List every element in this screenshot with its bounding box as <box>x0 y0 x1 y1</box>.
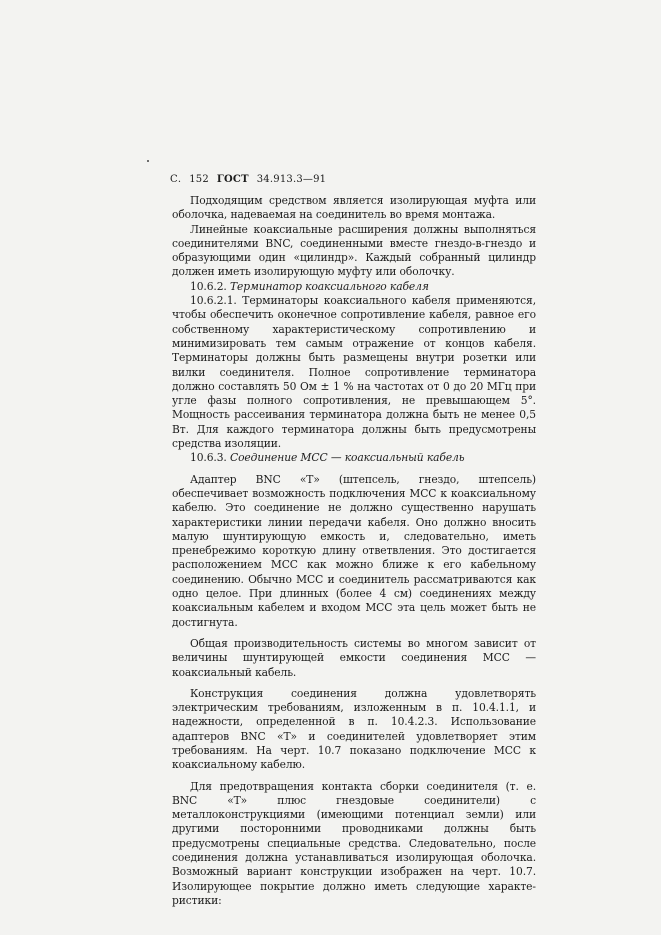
paragraph-sleeve: Подходящим средством является изолирующая муфта или оболочка, надеваемая на соединитель во время монтажа. <box>172 194 536 222</box>
page-number: 152 <box>189 174 209 185</box>
section-title: Соединение МСС — коаксиальный кабель <box>230 451 465 465</box>
page-header <box>170 174 334 185</box>
paragraph-performance: Общая производительность системы во многом зависит от величины шунтирующей емкости соединения МСС — коаксиальный кабель. <box>172 636 536 679</box>
standard-number: 34.913.3—91 <box>256 174 327 185</box>
section-number: 10.6.2. <box>190 279 227 293</box>
paragraph-insulation: Для предотвращения контакта сборки соединителя (т. е. BNC «Т» плюс гнездовые соединители) с металлоконструкциями (имеющими потенциал земли) или другими посторонними проводниками должны быть предусмотрены специальные средства. Следовательно, после соединения должна устанавливаться изолирующая оболочка. Возможный вариант конструкции изображен на черт. 10.7. Изолирующее покрытие должно иметь следующие характеристики: <box>172 779 536 907</box>
section-heading-10-6-3 <box>172 451 536 465</box>
paragraph-construction: Конструкция соединения должна удовлетворять электрическим требованиям, изложенным в п. 10.4.1.1, и надежности, определенной в п. 10.4.2.3. Использование адаптеров BNC «Т» и соединителей удовлетворяет этим требованиям. На черт. 10.7 показано подключение МСС к коаксиальному кабелю. <box>172 686 536 772</box>
section-heading-10-6-2 <box>172 280 536 294</box>
section-title: Терминатор коаксиального кабеля <box>230 279 429 293</box>
paragraph-terminators: 10.6.2.1. Терминаторы коаксиального кабеля применяются, чтобы обеспечить оконечное сопротивление кабеля, равное его собственному характеристическому сопротивлению и минимизировать тем самым отражение от концов кабеля. Терминаторы должны быть размещены внутри розетки или вилки соединителя. Полное сопротивление терминатора должно составлять 50 Ом ± 1 % на частотах от 0 до 20 МГц при угле фазы полного сопротивления, не превышающем 5°. Мощность рассеивания терминатора должна быть не менее 0,5 Вт. Для каждого терминатора должны быть предусмотрены средства изоляции. <box>172 294 536 451</box>
page-marker: С. <box>170 174 182 185</box>
paragraph-extensions: Линейные коаксиальные расширения должны выполняться соединителями BNC, соединенными вместе гнездо-в-гнездо и образующими один «цилиндр». Каждый собранный цилиндр должен иметь изолирующую муфту или оболочку. <box>172 222 536 279</box>
paragraph-adapter: Адаптер BNC «Т» (штепсель, гнездо, штепсель) обеспечивает возможность подключения МСС к коаксиальному кабелю. Это соединение не должно существенно нарушать характеристики линии передачи кабеля. Оно должно вносить малую шунтирующую емкость и, следовательно, иметь пренебрежимо короткую длину ответвления. Это достигается расположением МСС как можно ближе к его кабельному соединению. Обычно МСС и соединитель рассматриваются как одно целое. При длинных (более 4 см) соединениях между коаксиальным кабелем и входом МСС эта цель может быть не достигнута. <box>172 472 536 629</box>
section-number: 10.6.3. <box>190 451 227 465</box>
standard-prefix: ГОСТ <box>216 174 249 185</box>
scan-speck <box>147 160 149 162</box>
body-text <box>172 194 536 908</box>
